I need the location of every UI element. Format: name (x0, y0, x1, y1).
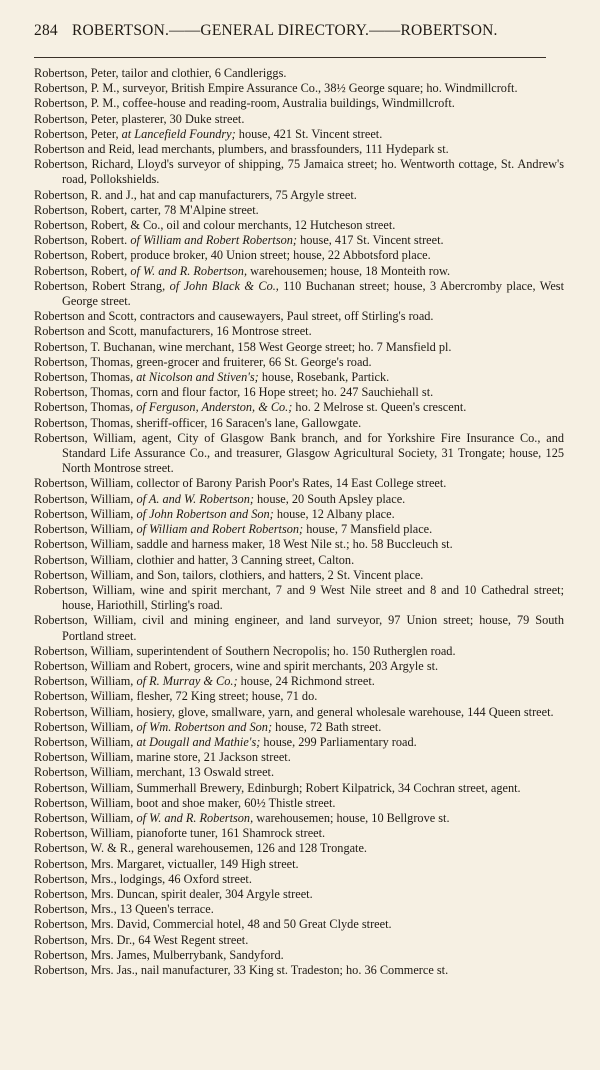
directory-entry (34, 796, 564, 811)
entry-name: Robertson, Mrs. Margaret, (34, 856, 165, 871)
entry-name: Robertson, Thomas, (34, 370, 134, 385)
entry-firm: of W. and R. Robertson, (136, 810, 254, 825)
entry-details: marine store, 21 Jackson street. (136, 750, 291, 765)
entry-details: lead merchants, plumbers, and brassfounders, 111 Hydepark st. (137, 142, 449, 157)
entry-name: Robertson, William, (34, 552, 134, 567)
entry-details: civil and mining engineer, and land surveyor, 97 Union street; house, 79 South Portland street. (62, 613, 564, 643)
directory-entry (34, 765, 564, 780)
directory-entry (34, 279, 564, 309)
entry-name: Robertson, Thomas, (34, 385, 134, 400)
directory-entry (34, 811, 564, 826)
directory-entry (34, 476, 564, 491)
entry-name: Robertson, Mrs. James, (34, 947, 150, 962)
entry-address: house, 417 St. Vincent street. (297, 233, 444, 248)
entry-details: sheriff-officer, 16 Saracen's lane, Gallowgate. (136, 415, 362, 430)
entry-address: house, 12 Albany place. (273, 506, 395, 521)
entry-name: Robertson, Mrs. David, (34, 917, 150, 932)
directory-entry (34, 157, 564, 187)
entry-name: Robertson, Richard, (34, 157, 134, 172)
entry-details: saddle and harness maker, 18 West Nile st.; ho. 58 Buccleuch st. (136, 537, 453, 552)
entry-details: wine and spirit merchant, 7 and 9 West Nile street and 8 and 10 Cathedral street; house, Hariothill, Stirling's road. (62, 582, 564, 613)
directory-entry (34, 750, 564, 765)
entry-firm: of Wm. Robertson and Son; (136, 719, 273, 734)
entry-name: Robertson, William, (34, 476, 134, 491)
entry-name: Robertson, R. and J., (34, 187, 137, 202)
directory-entry (34, 127, 564, 142)
entry-details: Lloyd's surveyor of shipping, 75 Jamaica street; ho. Wentworth cottage, St. Andrew's road, Pollokshields. (62, 157, 565, 187)
entry-details: 13 Queen's terrace. (119, 902, 214, 917)
entry-details: collector of Barony Parish Poor's Rates, 14 East College street. (136, 476, 447, 491)
entry-address: house, 24 Richmond street. (237, 674, 375, 689)
entry-details: coffee-house and reading-room, Australia buildings, Windmillcroft. (122, 96, 455, 111)
entry-firm: at Lancefield Foundry; (121, 126, 236, 141)
entry-details: hat and cap manufacturers, 75 Argyle street. (139, 187, 357, 202)
entry-name: Robertson, William, (34, 734, 134, 749)
directory-entry (34, 963, 564, 978)
entry-name: Robertson, W. & R., (34, 841, 135, 856)
entry-name: Robertson, Mrs., (34, 871, 117, 886)
directory-entry (34, 537, 564, 552)
header-rule (34, 57, 546, 58)
entry-name: Robertson, William, (34, 719, 134, 734)
directory-entry (34, 233, 564, 248)
entry-name: Robertson, Mrs., (34, 902, 117, 917)
entry-details: produce broker, 40 Union street; house, 22 Abbotsford place. (130, 248, 431, 263)
entry-details: victualler, 149 High street. (167, 856, 299, 871)
entry-details: 64 West Regent street. (138, 932, 249, 947)
entry-address: warehousemen; house, 18 Monteith row. (247, 263, 451, 278)
entry-name: Robertson, Peter, (34, 111, 119, 126)
directory-entry (34, 370, 564, 385)
entry-name: Robertson, Mrs. Duncan, (34, 886, 158, 901)
entry-name: Robertson, William, (34, 522, 134, 537)
entry-details: flesher, 72 King street; house, 71 do. (136, 689, 318, 704)
directory-entry (34, 96, 564, 111)
directory-entry (34, 66, 564, 81)
entry-details: plasterer, 30 Duke street. (121, 111, 245, 126)
directory-entry (34, 948, 564, 963)
entry-name: Robertson, William, (34, 643, 134, 658)
directory-entry (34, 264, 564, 279)
directory-entry (34, 644, 564, 659)
entry-details: general warehousemen, 126 and 128 Trongate. (137, 841, 367, 856)
directory-entry (34, 309, 564, 324)
entry-details: Summerhall Brewery, Edinburgh; Robert Kilpatrick, 34 Cochran street, agent. (136, 780, 521, 795)
entry-address: house, Rosebank, Partick. (258, 370, 390, 385)
directory-entry (34, 416, 564, 431)
entry-address: house, 72 Bath street. (272, 719, 382, 734)
entry-name: Robertson, Mrs. Dr., (34, 932, 136, 947)
entry-details: contractors and causewayers, Paul street, off Stirling's road. (139, 309, 434, 324)
entry-name: Robertson, William, (34, 582, 136, 597)
entry-firm: of A. and W. Robertson; (136, 491, 254, 506)
entry-name: Robertson, Thomas, (34, 354, 134, 369)
entry-name: Robertson, William, and Son, (34, 567, 180, 582)
entry-details: grocers, wine and spirit merchants, 203 Argyle st. (193, 658, 439, 673)
entry-details: hosiery, glove, smallware, yarn, and general wholesale warehouse, 144 Queen street. (136, 704, 554, 719)
entry-firm: of William and Robert Robertson; (136, 522, 304, 537)
entry-firm: at Dougall and Mathie's; (136, 734, 261, 749)
entry-name: Robertson, Robert. (34, 233, 128, 248)
entry-address: house, 7 Mansfield place. (303, 522, 433, 537)
directory-entry (34, 613, 564, 643)
entry-name: Robertson, William, (34, 613, 137, 628)
entry-name: Robertson, Robert, (34, 202, 128, 217)
entry-address: house, 421 St. Vincent street. (235, 126, 383, 141)
directory-entry (34, 689, 564, 704)
entry-name: Robertson, Robert, & Co., (34, 218, 164, 233)
entry-details: boot and shoe maker, 60½ Thistle street. (136, 795, 336, 810)
directory-entry (34, 841, 564, 856)
entry-name: Robertson and Scott, (34, 309, 137, 324)
directory-entry (34, 781, 564, 796)
directory-entries (34, 66, 564, 978)
entry-details: green-grocer and fruiterer, 66 St. George's road. (136, 354, 372, 369)
entry-address: 110 Buchanan street; house, 3 Abercromby place, West George street. (62, 278, 565, 309)
entry-details: agent, City of Glasgow Bank branch, and for Yorkshire Fire Insurance Co., and Standard Life Assurance Co., and treasurer, Glasgow Agricultural Society, 31 Trongate; house, 125 North Montrose street. (62, 430, 564, 476)
entry-details: corn and flour factor, 16 Hope street; ho. 247 Sauchiehall st. (136, 385, 434, 400)
entry-name: Robertson, William, (34, 826, 134, 841)
entry-details: nail manufacturer, 33 King st. Tradeston; ho. 36 Commerce st. (140, 962, 449, 977)
entry-name: Robertson, William, (34, 689, 134, 704)
entry-firm: of W. and R. Robertson, (130, 263, 248, 278)
entry-address: house, 299 Parliamentary road. (260, 734, 417, 749)
directory-entry (34, 872, 564, 887)
entry-details: merchant, 13 Oswald street. (136, 765, 275, 780)
entry-details: surveyor, British Empire Assurance Co., 38½ George square; ho. Windmillcroft. (122, 81, 518, 96)
directory-entry (34, 324, 564, 339)
entry-address: house, 20 South Apsley place. (253, 491, 406, 506)
page-header (34, 22, 564, 40)
entry-details: manufacturers, 16 Montrose street. (139, 324, 312, 339)
entry-firm: of Ferguson, Anderston, & Co.; (136, 400, 293, 415)
entry-name: Robertson, William, (34, 765, 134, 780)
entry-name: Robertson, William, (34, 674, 134, 689)
entry-name: Robertson, William, (34, 795, 134, 810)
directory-entry (34, 583, 564, 613)
entry-details: wine merchant, 158 West George street; ho. 7 Mansfield pl. (158, 339, 452, 354)
entry-details: tailors, clothiers, and hatters, 2 St. Vincent place. (182, 567, 424, 582)
entry-firm: of R. Murray & Co.; (136, 674, 238, 689)
directory-entry (34, 81, 564, 96)
entry-name: Robertson, P. M., (34, 96, 120, 111)
directory-entry (34, 355, 564, 370)
directory-entry (34, 857, 564, 872)
entry-details: spirit dealer, 304 Argyle street. (161, 886, 313, 901)
entry-name: Robertson, William, (34, 491, 134, 506)
entry-name: Robertson, William, (34, 780, 134, 795)
entry-name: Robertson, William, (34, 810, 134, 825)
directory-entry (34, 492, 564, 507)
directory-entry (34, 887, 564, 902)
directory-entry (34, 917, 564, 932)
entry-details: Mulberrybank, Sandyford. (152, 947, 284, 962)
directory-entry (34, 385, 564, 400)
entry-name: Robertson, William, (34, 537, 134, 552)
entry-name: Robertson, Mrs. Jas., (34, 962, 138, 977)
directory-entry (34, 674, 564, 689)
entry-name: Robertson, Peter, (34, 126, 119, 141)
entry-name: Robertson, Thomas, (34, 415, 134, 430)
directory-entry (34, 112, 564, 127)
entry-details: oil and colour merchants, 12 Hutcheson street. (166, 218, 396, 233)
entry-address: warehousemen; house, 10 Bellgrove st. (253, 810, 450, 825)
entry-name: Robertson, Robert Strang, (34, 278, 166, 293)
entry-details: tailor and clothier, 6 Candleriggs. (121, 66, 287, 80)
entry-name: Robertson, Peter, (34, 66, 119, 80)
directory-entry (34, 400, 564, 415)
entry-name: Robertson, William, (34, 506, 134, 521)
entry-firm: of John Robertson and Son; (136, 506, 274, 521)
directory-entry (34, 735, 564, 750)
entry-name: Robertson, P. M., (34, 81, 120, 96)
directory-entry (34, 507, 564, 522)
directory-entry (34, 431, 564, 477)
directory-entry (34, 705, 564, 720)
directory-entry (34, 933, 564, 948)
entry-name: Robertson, Robert, (34, 248, 128, 263)
entry-name: Robertson and Scott, (34, 324, 137, 339)
directory-entry (34, 203, 564, 218)
directory-entry (34, 659, 564, 674)
entry-name: Robertson, Robert, (34, 263, 128, 278)
directory-entry (34, 720, 564, 735)
directory-entry (34, 248, 564, 263)
entry-firm: of William and Robert Robertson; (130, 233, 298, 248)
entry-name: Robertson, T. Buchanan, (34, 339, 156, 354)
entry-details: Commercial hotel, 48 and 50 Great Clyde street. (152, 917, 392, 932)
directory-entry (34, 568, 564, 583)
entry-address: ho. 2 Melrose st. Queen's crescent. (292, 400, 467, 415)
directory-entry (34, 340, 564, 355)
entry-name: Robertson and Reid, (34, 142, 135, 157)
directory-entry (34, 188, 564, 203)
entry-details: carter, 78 M'Alpine street. (130, 202, 259, 217)
directory-entry (34, 553, 564, 568)
entry-details: pianoforte tuner, 161 Shamrock street. (136, 826, 326, 841)
entry-name: Robertson, William, (34, 750, 134, 765)
entry-name: Robertson, Thomas, (34, 400, 134, 415)
directory-entry (34, 902, 564, 917)
directory-entry (34, 522, 564, 537)
entry-name: Robertson, William and Robert, (34, 658, 191, 673)
entry-details: superintendent of Southern Necropolis; ho. 150 Rutherglen road. (136, 643, 456, 658)
directory-entry (34, 826, 564, 841)
entry-name: Robertson, William, (34, 704, 134, 719)
directory-entry (34, 142, 564, 157)
directory-entry (34, 218, 564, 233)
entry-firm: at Nicolson and Stiven's; (136, 370, 259, 385)
entry-name: Robertson, William, (34, 430, 137, 445)
entry-details: lodgings, 46 Oxford street. (119, 871, 252, 886)
entry-details: clothier and hatter, 3 Canning street, Calton. (136, 552, 355, 567)
page-number: 284 (34, 22, 58, 39)
running-title: ROBERTSON.——GENERAL DIRECTORY.——ROBERTSON. (71, 22, 498, 39)
entry-firm: of John Black & Co., (169, 278, 279, 293)
